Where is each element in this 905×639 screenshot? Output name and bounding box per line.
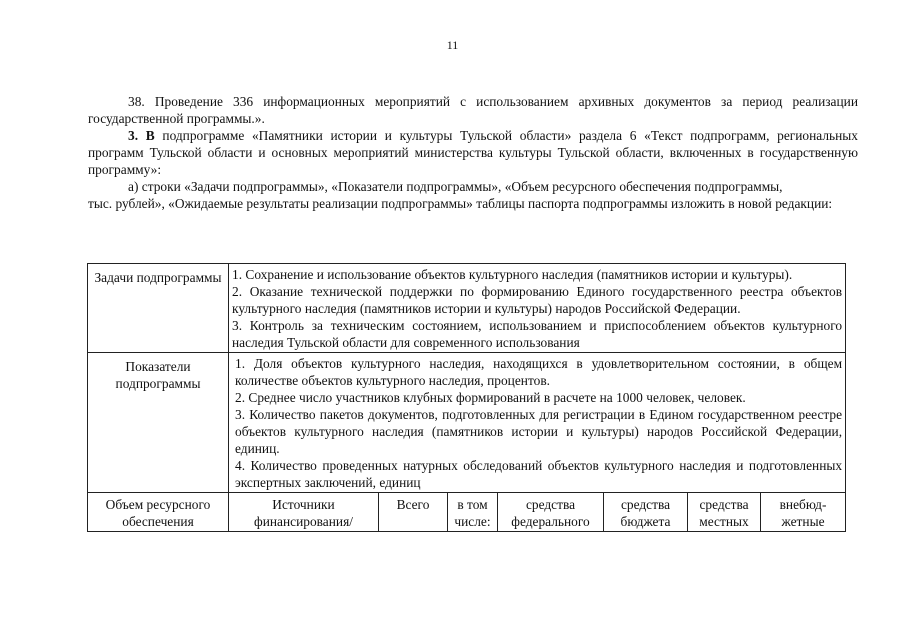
paragraph-3 bbox=[88, 127, 858, 178]
resources-column-header: в том числе: bbox=[448, 493, 498, 532]
indicators-label: Показатели подпрограммы bbox=[88, 353, 229, 493]
paragraph-a-line2: тыс. рублей», «Ожидаемые результаты реализации подпрограммы» таблицы паспорта подпрограммы изложить в новой редакции: bbox=[88, 196, 833, 211]
indicator-item: 1. Доля объектов культурного наследия, находящихся в удовлетворительном состоянии, в общем количестве объектов культурного наследия, процентов. bbox=[235, 356, 843, 388]
tasks-content bbox=[229, 264, 846, 353]
resources-label: Объем ресурсного обеспечения bbox=[88, 493, 229, 532]
document-body bbox=[88, 93, 858, 212]
task-item: 3. Контроль за техническим состоянием, использованием и приспособлением объектов культурного наследия Тульской области для современного использования bbox=[232, 318, 843, 350]
resources-column-header: средства местных bbox=[688, 493, 761, 532]
resources-column-header: внебюд-жетные bbox=[761, 493, 846, 532]
indicator-item: 2. Среднее число участников клубных формирований в расчете на 1000 человек, человек. bbox=[235, 390, 746, 405]
indicators-content bbox=[229, 353, 846, 493]
page-number: 11 bbox=[446, 38, 459, 52]
task-item: 2. Оказание технической поддержки по формированию Единого государственного реестра объектов культурного наследия (памятников истории и культуры) народов Российской Федерации. bbox=[232, 284, 843, 316]
resources-row bbox=[88, 493, 846, 532]
resources-column-header: Всего bbox=[379, 493, 448, 532]
indicator-item: 3. Количество пакетов документов, подготовленных для регистрации в Едином государственном реестре объектов культурного наследия (памятников истории и культуры) народов Российской Федерации, единиц. bbox=[235, 407, 843, 456]
resources-column-header: средства федерального bbox=[498, 493, 604, 532]
resources-column-header: Источники финансирования/ bbox=[229, 493, 379, 532]
paragraph-3-number: 3. В bbox=[128, 128, 155, 143]
passport-table bbox=[87, 263, 846, 532]
paragraph-a-line1: а) строки «Задачи подпрограммы», «Показатели подпрограммы», «Объем ресурсного обеспечения подпрограммы, bbox=[128, 179, 783, 194]
indicator-item: 4. Количество проведенных натурных обследований объектов культурного наследия и подготовленных экспертных заключений, единиц bbox=[235, 458, 843, 490]
paragraph-3-text: подпрограмме «Памятники истории и культуры Тульской области» раздела 6 «Текст подпрограмм, региональных программ Тульской области и основных мероприятий министерства культуры Тульской области, включенных в государственную программу»: bbox=[88, 128, 858, 177]
paragraph-38: 38. Проведение 336 информационных мероприятий с использованием архивных документов за период реализации государственной программы.». bbox=[88, 94, 858, 126]
resources-column-header: средства бюджета bbox=[604, 493, 688, 532]
tasks-row bbox=[88, 264, 846, 353]
indicators-row bbox=[88, 353, 846, 493]
task-item: 1. Сохранение и использование объектов культурного наследия (памятников истории и культуры). bbox=[232, 267, 793, 282]
tasks-label: Задачи подпрограммы bbox=[88, 264, 229, 353]
